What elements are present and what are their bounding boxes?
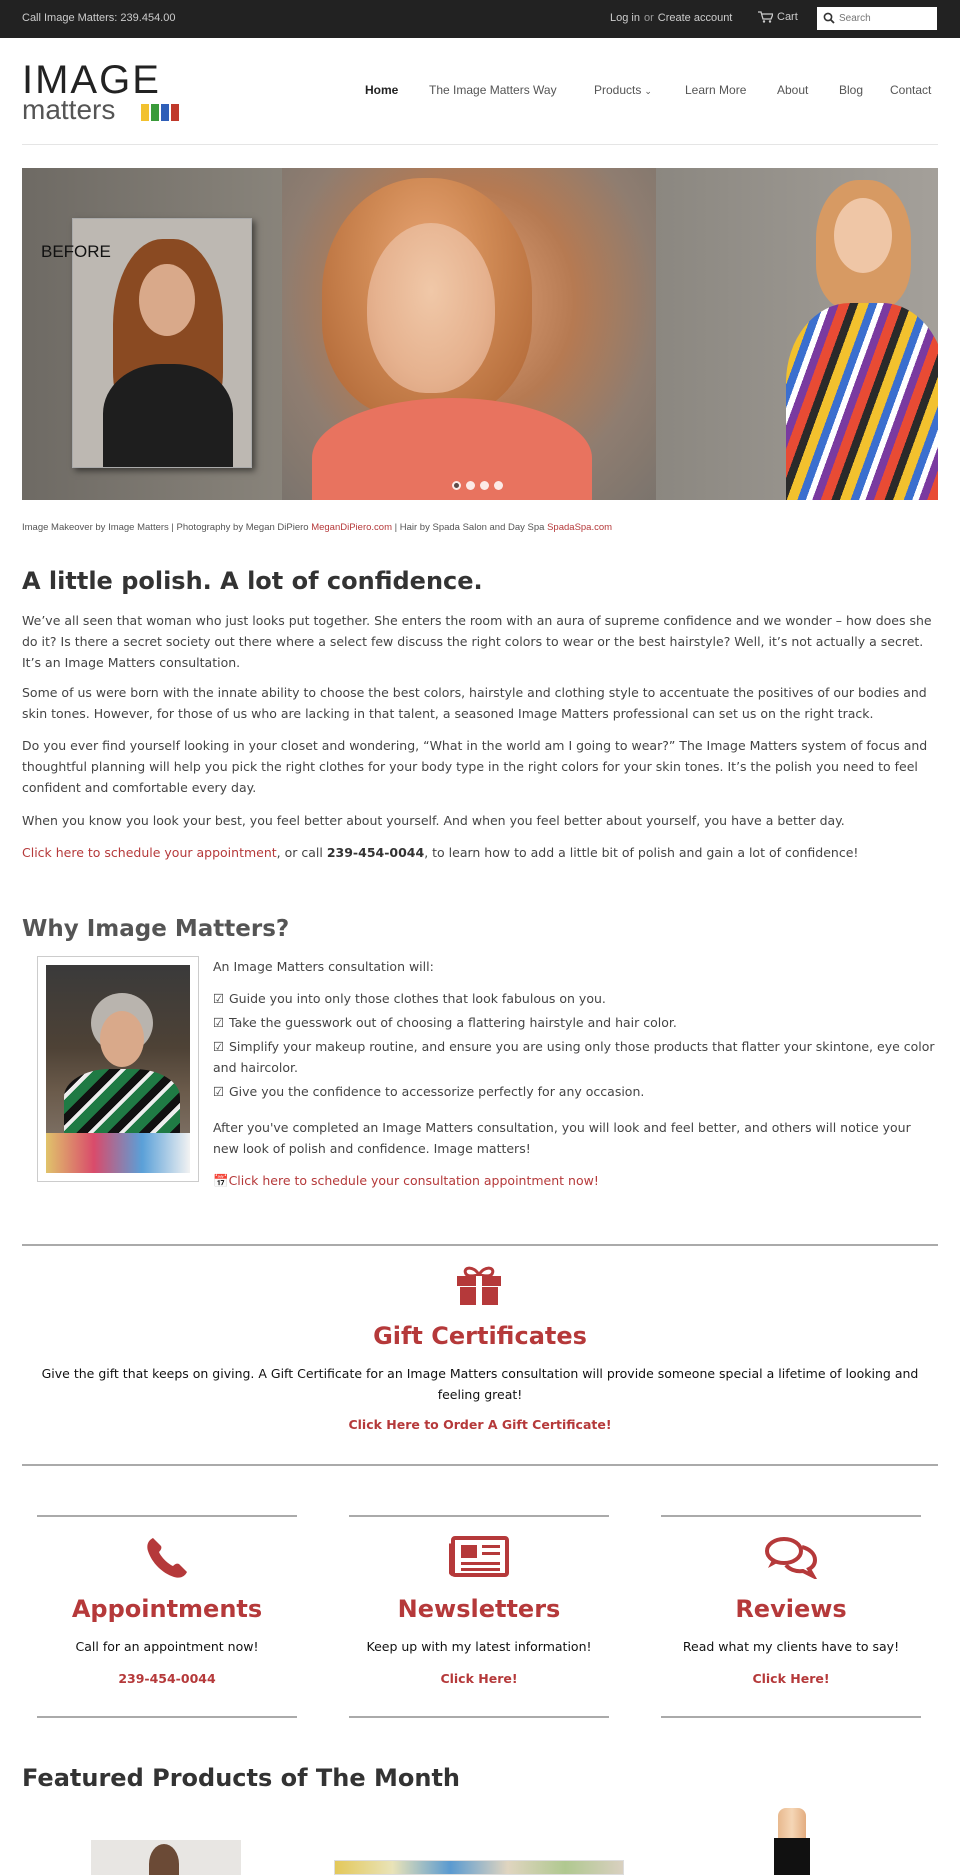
nav-learn-more[interactable]: Learn More: [685, 83, 747, 97]
search-box: [817, 7, 937, 30]
page-title: A little polish. A lot of confidence.: [22, 567, 483, 595]
logo-color-bars: [141, 104, 181, 121]
cta-text: , to learn how to add a little bit of polish and gain a lot of confidence!: [424, 845, 859, 860]
call-text: Call Image Matters: 239.454.00: [22, 12, 176, 24]
cart-label: Cart: [777, 11, 798, 23]
before-shirt: [103, 364, 233, 468]
column-title: Reviews: [735, 1595, 847, 1623]
product-image[interactable]: [91, 1840, 241, 1875]
check-square-icon: ☑: [213, 1015, 225, 1030]
top-bar: [0, 0, 960, 38]
site-logo[interactable]: [22, 60, 204, 124]
column-title: Appointments: [71, 1595, 263, 1623]
column-top-rule: [349, 1515, 609, 1517]
hero-slideshow[interactable]: [22, 168, 938, 500]
photo-desk: [46, 1133, 190, 1173]
hero-right-face: [834, 198, 892, 273]
login-link[interactable]: Log in: [610, 12, 640, 24]
column-bottom-rule: [37, 1716, 297, 1718]
slider-dot[interactable]: [494, 481, 503, 490]
newspaper-icon: [449, 1535, 509, 1581]
logo-bar: [161, 104, 169, 121]
schedule-consultation-link[interactable]: Click here to schedule your consultation appointment now!: [228, 1173, 599, 1188]
column-text: Read what my clients have to say!: [682, 1639, 900, 1654]
why-item: [213, 1012, 938, 1033]
gift-text: Give the gift that keeps on giving. A Gift Certificate for an Image Matters consultation will provide someone special a lifetime of looking and feeling great!: [41, 1366, 919, 1402]
slider-dot[interactable]: [480, 481, 489, 490]
product-figure: [149, 1844, 179, 1875]
section-divider: [22, 1464, 938, 1466]
search-input[interactable]: [839, 10, 933, 27]
order-gift-certificate-link[interactable]: Click Here to Order A Gift Certificate!: [348, 1417, 612, 1432]
nav-blog[interactable]: Blog: [839, 83, 864, 97]
newsletters-link[interactable]: Click Here!: [440, 1671, 518, 1686]
comments-icon: [761, 1535, 821, 1581]
account-links: [610, 12, 732, 24]
schedule-appointment-link[interactable]: Click here to schedule your appointment: [22, 845, 277, 860]
reviews-column: [661, 1515, 921, 1718]
featured-title: Featured Products of The Month: [22, 1764, 461, 1792]
column-text: Call for an appointment now!: [75, 1639, 259, 1654]
hero-right-dress: [786, 303, 938, 500]
product-stick: [778, 1808, 806, 1838]
check-square-icon: ☑: [213, 991, 225, 1006]
phone-number: 239-454-0044: [326, 845, 425, 860]
logo-bar: [141, 104, 149, 121]
why-item-text: Simplify your makeup routine, and ensure you are using only those products that flatter your skintone, eye color and haircolor.: [213, 1039, 935, 1075]
cart-link[interactable]: [758, 11, 798, 23]
nav-about[interactable]: About: [777, 83, 809, 97]
column-bottom-rule: [349, 1716, 609, 1718]
phone-icon: [137, 1535, 197, 1581]
create-account-link[interactable]: Create account: [657, 12, 733, 24]
column-text: Keep up with my latest information!: [366, 1639, 592, 1654]
logo-bar: [151, 104, 159, 121]
logo-image-word: IMAGE: [22, 58, 161, 102]
column-bottom-rule: [661, 1716, 921, 1718]
intro-paragraph: When you know you look your best, you feel better about yourself. And when you feel better about yourself, you have a better day.: [22, 813, 845, 828]
why-item: [213, 1036, 938, 1078]
check-square-icon: ☑: [213, 1039, 225, 1054]
column-top-rule: [661, 1515, 921, 1517]
search-icon[interactable]: [823, 12, 835, 24]
hero-right-photo: [656, 168, 938, 500]
before-label: BEFORE: [41, 242, 111, 261]
intro-paragraph: We’ve all seen that woman who just looks put together. She enters the room with an aura of supreme confidence and we wonder – how does she do it? Is there a secret society out there where a select few discuss the right colors to wear or the best hairstyle? Well, it’s not actually a secret. It’s an Image Matters consultation.: [22, 613, 932, 670]
nav-image-matters-way[interactable]: The Image Matters Way: [429, 83, 557, 97]
cart-icon: [758, 11, 773, 23]
salon-link[interactable]: SpadaSpa.com: [547, 522, 613, 533]
intro-paragraph: Some of us were born with the innate ability to choose the best colors, hairstyle and clothing style to accentuate the positives of our bodies and skin tones. However, for those of us who are lacking in that talent, a seasoned Image Matters professional can set us on the right track.: [22, 685, 927, 721]
nav-products[interactable]: [594, 83, 652, 97]
product-tube: [774, 1838, 810, 1875]
before-face: [139, 264, 195, 336]
consultant-photo-image: [46, 965, 190, 1173]
why-title: Why Image Matters?: [22, 916, 290, 942]
why-item-text: Take the guesswork out of choosing a flattering hairstyle and hair color.: [229, 1015, 677, 1030]
product-image[interactable]: [772, 1808, 812, 1875]
hero-face: [367, 223, 495, 393]
why-item: [213, 1081, 938, 1102]
photo-top: [64, 1069, 180, 1139]
why-item: [213, 988, 938, 1009]
product-image[interactable]: [334, 1860, 624, 1875]
appointment-phone-link[interactable]: 239-454-0044: [118, 1671, 216, 1686]
cta-text: , or call: [276, 845, 327, 860]
calendar-check-icon: 📅: [213, 1173, 229, 1188]
slider-dot[interactable]: [466, 481, 475, 490]
intro-cta: [22, 842, 938, 863]
column-top-rule: [37, 1515, 297, 1517]
gift-icon: [456, 1265, 502, 1305]
photo-credit: [22, 522, 612, 533]
why-after: After you've completed an Image Matters consultation, you will look and feel better, and others will notice your new look of polish and confidence. Image matters!: [213, 1120, 911, 1156]
appointments-column: [37, 1515, 297, 1718]
slider-dot[interactable]: [452, 481, 461, 490]
nav-home[interactable]: Home: [365, 83, 399, 97]
credit-text: Image Makeover by Image Matters | Photography by Megan DiPiero: [22, 522, 312, 533]
why-item-text: Give you the confidence to accessorize perfectly for any occasion.: [229, 1084, 645, 1099]
nav-contact[interactable]: Contact: [890, 83, 932, 97]
credit-text: | Hair by Spada Salon and Day Spa: [392, 522, 548, 533]
consultant-photo: [37, 956, 199, 1182]
logo-bar: [171, 104, 179, 121]
newsletters-column: [349, 1515, 609, 1718]
section-divider: [22, 1244, 938, 1246]
header-divider: [22, 144, 938, 145]
check-square-icon: ☑: [213, 1084, 225, 1099]
photographer-link[interactable]: MeganDiPiero.com: [311, 522, 392, 533]
why-item-text: Guide you into only those clothes that look fabulous on you.: [229, 991, 606, 1006]
or-text: or: [643, 12, 654, 24]
intro-paragraph: Do you ever find yourself looking in your closet and wondering, “What in the world am I going to wear?” The Image Matters system of focus and thoughtful planning will help you pick the right clothes for your body type in the right colors for your skin tones. It’s the polish you need to feel confident and comfortable every day.: [22, 738, 928, 795]
reviews-link[interactable]: Click Here!: [752, 1671, 830, 1686]
slider-dots: [452, 475, 508, 494]
column-title: Newsletters: [397, 1595, 561, 1623]
logo-matters-word: matters: [22, 94, 116, 125]
why-lead: An Image Matters consultation will:: [213, 959, 434, 974]
nav-products-label: Products: [594, 83, 642, 97]
consultation-cta: [213, 1170, 938, 1191]
chevron-down-icon: ⌄: [644, 86, 652, 96]
photo-face: [100, 1011, 144, 1067]
gift-title: Gift Certificates: [373, 1322, 587, 1350]
